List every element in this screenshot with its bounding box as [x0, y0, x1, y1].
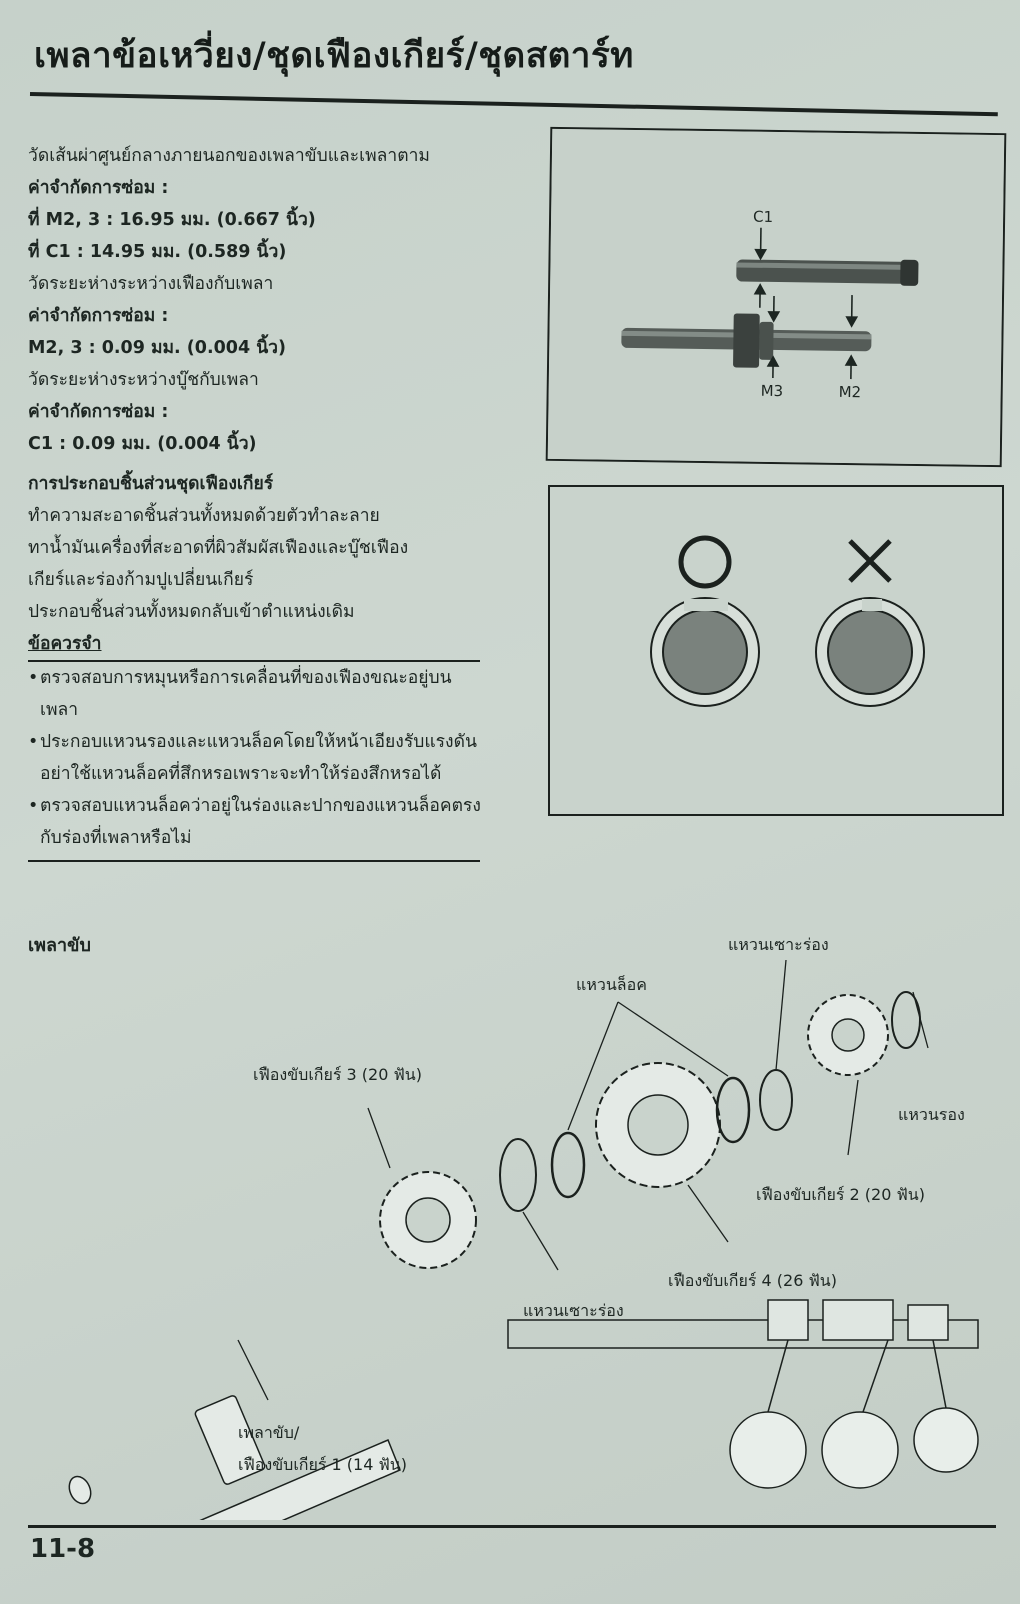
label-thrust-washer: แหวนรอง — [898, 1105, 965, 1124]
title-divider — [30, 92, 998, 116]
limit-m23: ที่ M2, 3 : 16.95 มม. (0.667 นิ้ว) — [28, 210, 316, 230]
note-item: • ตรวจสอบการหมุนหรือการเคลื่อนที่ของเฟืองขณะอยู่บนเพลา — [28, 662, 483, 726]
label-m3: M3 — [760, 381, 784, 401]
service-limit-label: ค่าจำกัดการซ่อม : — [28, 178, 169, 198]
assembly-step-2a: ทาน้ำมันเครื่องที่สะอาดที่ผิวสัมผัสเฟืองและบู๊ชเฟือง — [28, 538, 409, 558]
gear3-drawing — [380, 1172, 476, 1268]
label-m2: M2 — [838, 382, 862, 402]
snap-ring-drawing — [550, 487, 1002, 814]
assembly-step-3: ประกอบชิ้นส่วนทั้งหมดกลับเข้าตำแหน่งเดิม — [28, 602, 355, 622]
assembly-heading: การประกอบชิ้นส่วนชุดเฟืองเกียร์ — [28, 474, 274, 494]
note-item: • ประกอบแหวนรองและแหวนล็อคโดยให้หน้าเอียงรับแรงดัน อย่าใช้แหวนล็อคที่สึกหรอเพราะจะทำให้ร่องสึกหรอได้ — [28, 726, 483, 790]
label-gear4: เฟืองขับเกียร์ 4 (26 ฟัน) — [668, 1271, 837, 1290]
label-splined-washer-bottom: แหวนเซาะร่อง — [523, 1301, 624, 1320]
splined-washer-drawing — [500, 1139, 536, 1211]
label-mainshaft-1: เพลาขับ/ — [238, 1423, 300, 1442]
cross-section-drawing — [508, 1300, 978, 1488]
page-title: เพลาข้อเหวี่ยง/ชุดเฟืองเกียร์/ชุดสตาร์ท — [34, 36, 634, 76]
exploded-drawing — [28, 930, 1000, 1520]
label-gear3: เฟืองขับเกียร์ 3 (20 ฟัน) — [253, 1065, 422, 1084]
notes-heading: ข้อควรจำ — [28, 634, 102, 654]
correct-ring-icon — [651, 598, 759, 706]
inspection-text-2: วัดระยะห่างระหว่างเฟืองกับเพลา — [28, 274, 274, 294]
shafts-drawing — [548, 129, 1005, 465]
service-limit-label: ค่าจำกัดการซ่อม : — [28, 402, 169, 422]
clearance-c1: C1 : 0.09 มม. (0.004 นิ้ว) — [28, 434, 257, 454]
assembly-step-1: ทำความสะอาดชิ้นส่วนทั้งหมดด้วยตัวทำละลาย — [28, 506, 380, 526]
label-splined-washer-top: แหวนเซาะร่อง — [728, 935, 829, 954]
label-snap-ring: แหวนล็อค — [576, 975, 647, 994]
snap-ring-drawing-1 — [552, 1133, 584, 1197]
service-limit-label: ค่าจำกัดการซ่อม : — [28, 306, 169, 326]
note-item: • ตรวจสอบแหวนล็อคว่าอยู่ในร่องและปากของแหวนล็อคตรงกับร่องที่เพลาหรือไม่ — [28, 790, 483, 854]
page-number: 11-8 — [30, 1534, 96, 1564]
label-gear2: เฟืองขับเกียร์ 2 (20 ฟัน) — [756, 1185, 925, 1204]
label-mainshaft-2: เฟืองขับเกียร์ 1 (14 ฟัน) — [238, 1455, 407, 1474]
label-c1: C1 — [752, 207, 774, 226]
text-column — [28, 140, 483, 862]
gear2-drawing — [808, 995, 888, 1075]
gear4-drawing — [596, 1063, 720, 1187]
incorrect-ring-icon — [816, 598, 924, 706]
note-text: ประกอบแหวนรองและแหวนล็อคโดยให้หน้าเอียงรับแรงดัน อย่าใช้แหวนล็อคที่สึกหรอเพราะจะทำให้ร่องสึกหรอได้ — [40, 732, 477, 784]
notes-bottom-rule — [28, 860, 480, 862]
splined-washer-top-drawing — [760, 1070, 792, 1130]
assembly-step-2b: เกียร์และร่องก้ามปูเปลี่ยนเกียร์ — [28, 570, 254, 590]
exploded-view — [28, 930, 1000, 1520]
inspection-text-3: วัดระยะห่างระหว่างบู๊ชกับเพลา — [28, 370, 259, 390]
countershaft — [736, 257, 918, 286]
clearance-m23: M2, 3 : 0.09 มม. (0.004 นิ้ว) — [28, 338, 287, 358]
exploded-title: เพลาขับ — [28, 935, 91, 956]
inspection-text-1: วัดเส้นผ่าศูนย์กลางภายนอกของเพลาขับและเพลาตาม — [28, 146, 430, 166]
shafts-photo-figure — [546, 127, 1007, 467]
snap-ring-figure — [548, 485, 1004, 816]
note-text: ตรวจสอบการหมุนหรือการเคลื่อนที่ของเฟืองขณะอยู่บนเพลา — [40, 668, 452, 720]
footer-divider — [28, 1525, 996, 1528]
note-text: ตรวจสอบแหวนล็อคว่าอยู่ในร่องและปากของแหวนล็อคตรงกับร่องที่เพลาหรือไม่ — [40, 796, 481, 848]
snap-ring-drawing-2 — [717, 1078, 749, 1142]
limit-c1: ที่ C1 : 14.95 มม. (0.589 นิ้ว) — [28, 242, 287, 262]
